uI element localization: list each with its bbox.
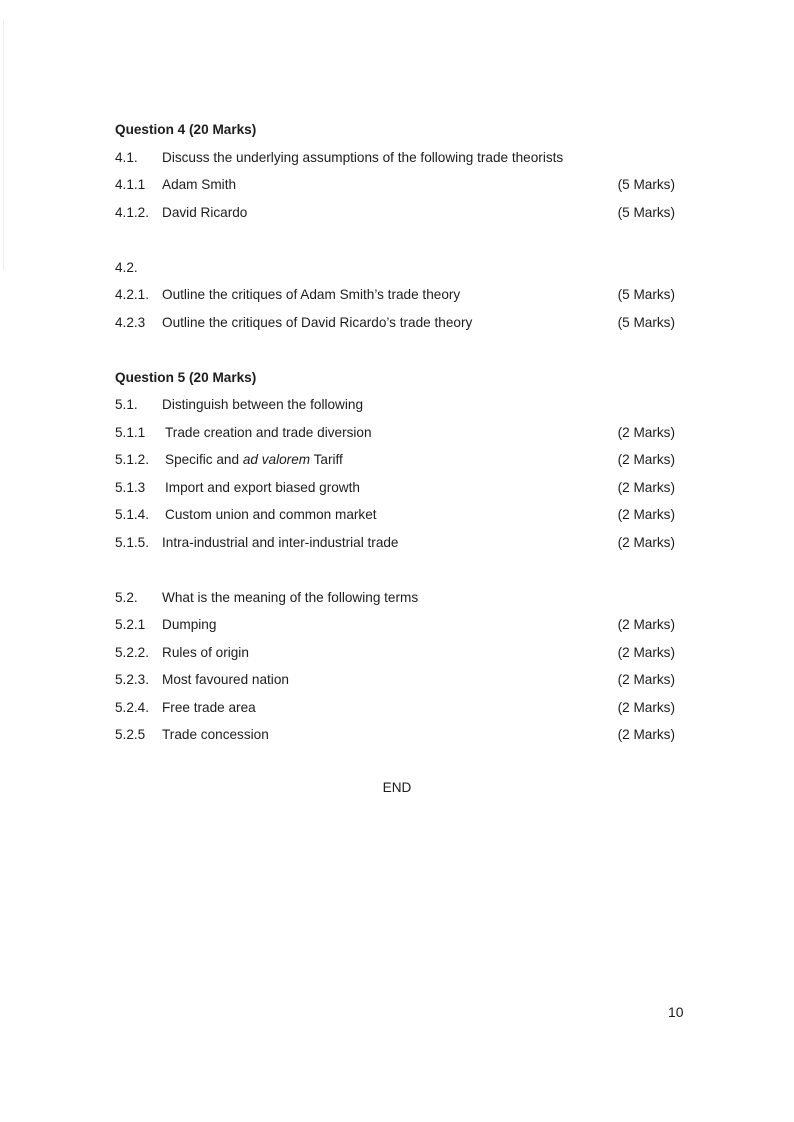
question-item [115,501,675,529]
spacer [115,226,675,254]
spacer [115,336,675,364]
item-text [165,474,360,502]
question-item [115,584,675,612]
question-item [115,474,675,502]
item-text-main: Intra-industrial and inter-industrial trade [162,534,399,550]
item-number: 4.1.2. [115,204,150,220]
item-marks: (5 Marks) [617,314,675,330]
item-number: 4.1. [115,149,138,165]
item-text [162,666,289,694]
item-text [162,529,399,557]
item-number: 5.1.3 [115,479,146,495]
question-item [115,254,675,282]
item-text-main: Outline the critiques of David Ricardo’s trade theory [162,314,473,330]
item-marks: (2 Marks) [617,617,675,632]
item-number: 4.1.1 [115,177,146,192]
question-item [115,144,675,172]
question-item [115,694,675,722]
item-text-main: Custom union and common market [165,507,377,522]
item-marks: (5 Marks) [617,204,675,220]
item-number: 5.1.5. [115,534,150,550]
item-text [165,501,377,529]
question-item [115,529,675,557]
question-item [115,639,675,667]
question-item [115,199,675,227]
item-number: 5.2.2. [115,644,150,660]
item-text-main: Specific and [165,452,243,467]
page-number: 10 [668,1004,684,1020]
item-marks: (5 Marks) [617,287,675,302]
item-text [165,419,372,447]
end-label: END [382,780,412,795]
item-marks: (2 Marks) [617,644,675,660]
item-text-main: Most favoured nation [162,672,289,687]
item-text [162,199,247,227]
scan-edge-mark [3,20,4,270]
question-item [115,666,675,694]
item-number: 5.1.2. [115,452,150,467]
question-item [115,721,675,749]
item-number: 5.2.4. [115,699,150,715]
item-text-main: Import and export biased growth [165,479,360,495]
exam-questions [115,116,675,749]
item-text-main: Dumping [162,617,217,632]
item-text-main: What is the meaning of the following terms [162,589,419,605]
spacer [115,556,675,584]
item-marks: (2 Marks) [617,424,675,440]
item-text-after: Tariff [310,452,343,467]
question-item [115,171,675,199]
question-item [115,611,675,639]
item-text-main: Discuss the underlying assumptions of the following trade theorists [162,149,564,165]
item-number: 5.1.4. [115,507,150,522]
question-heading: Question 5 (20 Marks) [115,369,257,385]
item-number: 5.2. [115,589,138,605]
item-marks: (5 Marks) [617,177,675,192]
question-heading: Question 4 (20 Marks) [115,122,257,137]
item-text-main: David Ricardo [162,204,248,220]
item-text [162,171,236,199]
item-marks: (2 Marks) [617,507,675,522]
item-marks: (2 Marks) [617,479,675,495]
item-text [162,611,216,639]
item-number: 5.1.1 [115,424,146,440]
item-number: 5.1. [115,397,138,412]
item-marks: (2 Marks) [617,699,675,715]
question-item [115,309,675,337]
item-number: 5.2.5 [115,727,146,742]
item-text [162,694,256,722]
item-text-main: Distinguish between the following [162,397,364,412]
item-marks: (2 Marks) [617,534,675,550]
item-text [162,281,460,309]
item-text [165,446,343,474]
item-text [162,144,563,172]
question-item [115,281,675,309]
item-text [162,309,472,337]
question-item [115,419,675,447]
item-number: 5.2.3. [115,672,150,687]
item-text-main: Trade concession [162,727,269,742]
item-marks: (2 Marks) [617,452,675,467]
item-text-main: Adam Smith [162,177,237,192]
item-number: 4.2.3 [115,314,146,330]
item-text [162,639,249,667]
question-item [115,391,675,419]
item-text-italic: ad valorem [242,452,311,467]
question-item [115,446,675,474]
item-number: 4.2. [115,259,138,275]
item-text-main: Outline the critiques of Adam Smith’s trade theory [162,287,461,302]
item-text [162,584,418,612]
item-number: 4.2.1. [115,287,150,302]
item-text-main: Free trade area [162,699,256,715]
item-text-main: Trade creation and trade diversion [165,424,372,440]
item-marks: (2 Marks) [617,727,675,742]
item-text [162,721,269,749]
item-text [162,391,363,419]
item-marks: (2 Marks) [617,672,675,687]
item-text-main: Rules of origin [162,644,249,660]
item-number: 5.2.1 [115,617,146,632]
